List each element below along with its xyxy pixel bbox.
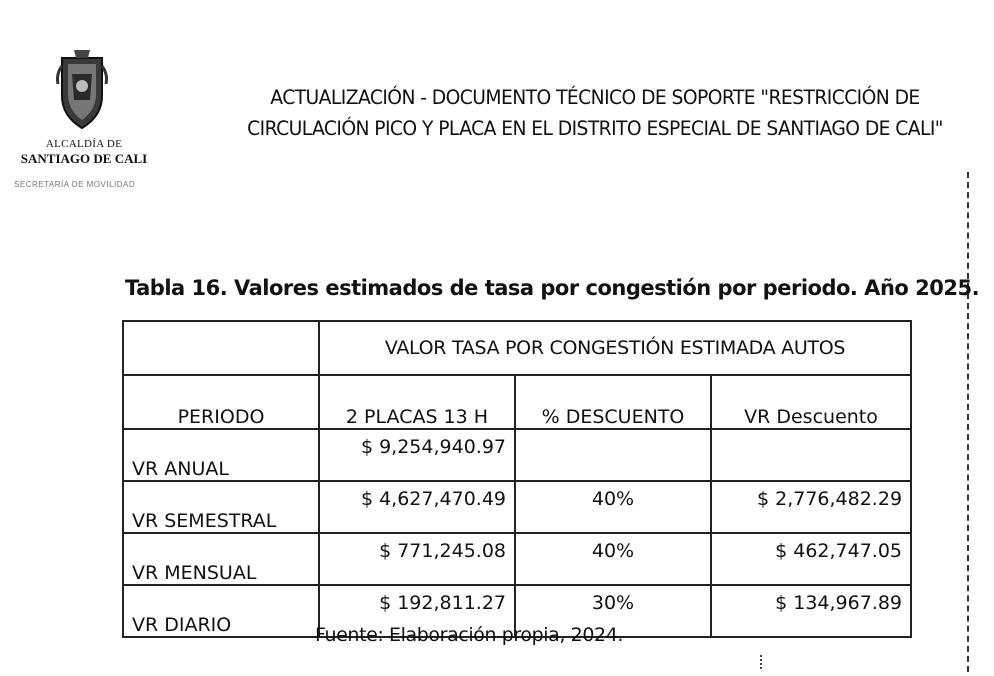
scan-mark xyxy=(760,655,764,669)
row-descuento: 30% xyxy=(515,585,711,637)
row-vr-descuento xyxy=(711,429,911,481)
table-caption: Tabla 16. Valores estimados de tasa por congestión por periodo. Año 2025. xyxy=(125,276,980,300)
margin-line xyxy=(967,172,969,672)
document-header-line1: ACTUALIZACIÓN - DOCUMENTO TÉCNICO DE SOPORTE "RESTRICCIÓN DE xyxy=(270,86,920,109)
row-valor: $ 192,811.27 xyxy=(319,585,515,637)
document-header xyxy=(225,82,964,144)
logo-text-city: SANTIAGO DE CALI xyxy=(20,151,148,166)
row-vr-descuento: $ 134,967.89 xyxy=(711,585,911,637)
table-source-note: Fuente: Elaboración propia, 2024. xyxy=(315,624,624,646)
table-group-header-row xyxy=(123,321,911,375)
row-descuento: 40% xyxy=(515,533,711,585)
row-periodo: VR ANUAL xyxy=(123,429,319,481)
table-row xyxy=(123,429,911,481)
logo-text-alcaldia: ALCALDÍA DE xyxy=(45,138,123,150)
logo-text-department: SECRETARÍA DE MOVILIDAD xyxy=(14,180,136,189)
row-descuento: 40% xyxy=(515,481,711,533)
table-group-header: VALOR TASA POR CONGESTIÓN ESTIMADA AUTOS xyxy=(319,321,911,375)
table-row xyxy=(123,481,911,533)
table-empty-cell xyxy=(123,321,319,375)
column-header-valor: 2 PLACAS 13 H xyxy=(319,375,515,429)
row-descuento xyxy=(515,429,711,481)
row-vr-descuento: $ 462,747.05 xyxy=(711,533,911,585)
row-periodo: VR SEMESTRAL xyxy=(123,481,319,533)
row-valor: $ 4,627,470.49 xyxy=(319,481,515,533)
table-header-row xyxy=(123,375,911,429)
column-header-periodo: PERIODO xyxy=(123,375,319,429)
row-periodo: VR DIARIO xyxy=(123,585,319,637)
row-valor: $ 9,254,940.97 xyxy=(319,429,515,481)
row-valor: $ 771,245.08 xyxy=(319,533,515,585)
coat-of-arms-icon xyxy=(54,44,110,132)
row-periodo: VR MENSUAL xyxy=(123,533,319,585)
document-header-line2: CIRCULACIÓN PICO Y PLACA EN EL DISTRITO ESPECIAL DE SANTIAGO DE CALI" xyxy=(247,117,943,140)
table-row xyxy=(123,533,911,585)
row-vr-descuento: $ 2,776,482.29 xyxy=(711,481,911,533)
congestion-rate-table xyxy=(122,320,912,638)
column-header-descuento: % DESCUENTO xyxy=(515,375,711,429)
column-header-vr-descuento: VR Descuento xyxy=(711,375,911,429)
